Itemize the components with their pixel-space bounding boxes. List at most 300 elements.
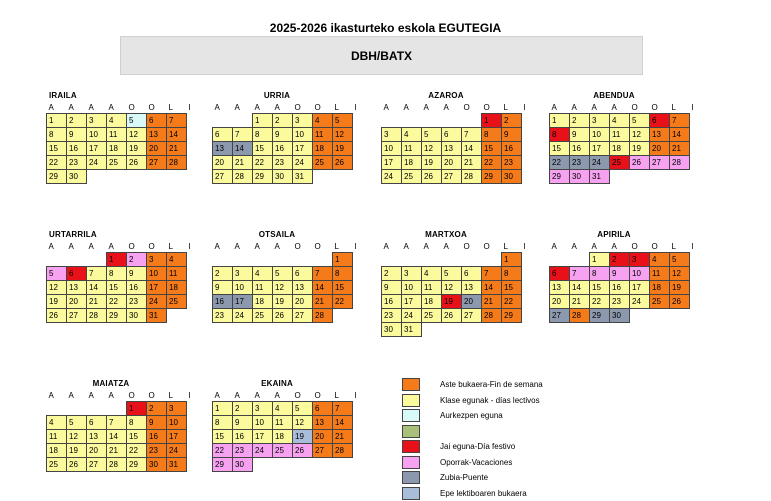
day-cell: 20 [213,156,233,170]
day-cell: 20 [442,156,462,170]
day-cell: 28 [570,309,590,323]
week-row [382,309,530,323]
day-cell: 25 [610,156,630,170]
day-cell: 1 [213,402,233,416]
weekday-header: I [354,390,357,400]
day-cell: 1 [127,402,147,416]
weekday-header: O [463,102,470,112]
month-maiatza [46,379,195,472]
week-row [382,142,530,156]
weekday-header: A [234,390,240,400]
empty-cell [353,458,362,472]
empty-cell [690,253,698,267]
day-cell: 14 [462,142,482,156]
empty-cell [690,309,698,323]
day-cell: 7 [333,402,353,416]
day-cell: 3 [382,128,402,142]
empty-cell [187,142,196,156]
day-cell: 22 [107,295,127,309]
day-cell: 7 [87,267,107,281]
weekday-header: A [571,102,577,112]
day-cell: 11 [253,281,273,295]
weekday-header: L [168,102,173,112]
day-cell: 16 [67,142,87,156]
day-cell: 27 [293,309,313,323]
weekday-header: A [274,241,280,251]
day-cell: 19 [127,142,147,156]
weekday-header: O [314,241,321,251]
day-cell: 26 [670,295,690,309]
day-cell: 8 [127,416,147,430]
day-cell: 3 [147,253,167,267]
day-cell: 7 [482,267,502,281]
weekday-header: L [503,241,508,251]
day-cell: 28 [167,156,187,170]
weekday-header: A [48,390,54,400]
day-cell: 17 [590,142,610,156]
day-cell: 17 [233,295,253,309]
day-cell: 23 [382,309,402,323]
month-name: AZAROA [428,91,464,100]
day-cell: 1 [482,114,502,128]
month-ekaina [212,379,362,472]
day-cell: 24 [630,295,650,309]
day-cell: 21 [313,295,333,309]
day-cell: 20 [550,295,570,309]
day-cell: 7 [233,128,253,142]
day-cell: 28 [462,170,482,184]
day-cell: 18 [167,281,187,295]
day-cell: 2 [147,402,167,416]
weekday-header: O [148,390,155,400]
weekday-header: A [48,241,54,251]
empty-cell [402,253,422,267]
week-row [47,309,195,323]
empty-cell [167,309,187,323]
day-cell: 6 [550,267,570,281]
week-row [213,416,362,430]
day-cell: 27 [147,156,167,170]
day-cell: 19 [293,430,313,444]
empty-cell [233,253,253,267]
empty-cell [690,114,699,128]
day-cell: 5 [630,114,650,128]
day-cell: 4 [402,128,422,142]
month-urtarrila [46,230,195,323]
month-azaroa [381,91,530,184]
day-cell: 24 [233,309,253,323]
weekday-header: A [383,241,389,251]
month-grid [46,389,195,472]
week-row [213,402,362,416]
week-row [47,114,196,128]
day-cell: 18 [610,142,630,156]
legend-item [402,378,662,392]
level-label: DBH/BATX [350,48,413,63]
day-cell: 26 [67,458,87,472]
empty-cell [47,402,67,416]
empty-cell [630,170,650,184]
month-apirila [549,230,698,323]
weekday-header: O [294,241,301,251]
day-cell: 14 [670,128,690,142]
week-row [550,267,698,281]
week-row [47,253,195,267]
empty-cell [522,253,530,267]
legend-swatch [402,409,420,422]
day-cell: 2 [382,267,402,281]
weekday-header: A [48,102,54,112]
empty-cell [253,253,273,267]
week-row [550,114,699,128]
weekday-header: A [88,102,94,112]
legend-label: Epe lektiboaren bukaera [440,488,527,498]
weekday-header: O [148,241,155,251]
empty-cell [333,458,353,472]
month-grid [381,101,530,184]
day-cell: 16 [273,142,293,156]
weekday-header: A [214,102,220,112]
month-grid [549,240,698,323]
day-cell: 28 [313,309,333,323]
weekday-header: I [354,241,357,251]
day-cell: 31 [293,170,313,184]
empty-cell [610,170,630,184]
day-cell: 3 [402,267,422,281]
day-cell: 30 [610,309,630,323]
day-cell: 26 [630,156,650,170]
day-cell: 24 [590,156,610,170]
weekday-header: I [523,241,526,251]
week-row [550,295,698,309]
day-cell: 15 [107,281,127,295]
empty-cell [47,253,67,267]
weekday-header: A [234,102,240,112]
weekday-header: A [551,102,557,112]
empty-cell [382,114,402,128]
month-grid [46,240,195,323]
day-cell: 12 [273,281,293,295]
day-cell: 27 [213,170,233,184]
day-cell: 15 [127,430,147,444]
weekday-header: A [214,390,220,400]
day-cell: 26 [273,309,293,323]
day-cell: 4 [47,416,67,430]
day-cell: 13 [442,142,462,156]
empty-cell [187,458,195,472]
day-cell: 5 [333,114,353,128]
day-cell: 20 [87,444,107,458]
month-grid [46,101,196,184]
weekday-header: O [463,241,470,251]
empty-cell [87,402,107,416]
day-cell: 4 [313,114,333,128]
empty-cell [353,128,361,142]
day-cell: 2 [273,114,293,128]
empty-cell [107,402,127,416]
day-cell: 12 [670,267,690,281]
week-row [47,416,195,430]
day-cell: 28 [333,444,353,458]
day-cell: 7 [570,267,590,281]
empty-cell [353,444,362,458]
day-cell: 4 [650,253,670,267]
weekday-header: A [274,390,280,400]
day-cell: 10 [147,267,167,281]
legend-swatch [402,471,420,484]
day-cell: 7 [313,267,333,281]
day-cell: 18 [273,430,293,444]
empty-cell [187,253,195,267]
day-cell: 29 [550,170,570,184]
day-cell: 10 [233,281,253,295]
day-cell: 23 [502,156,522,170]
empty-cell [187,128,196,142]
day-cell: 14 [482,281,502,295]
weekday-header: A [443,102,449,112]
day-cell: 17 [382,156,402,170]
day-cell: 19 [47,295,67,309]
weekday-header: A [571,241,577,251]
empty-cell [690,170,699,184]
legend-swatch [402,425,420,438]
month-name: OTSAILA [258,230,296,239]
day-cell: 17 [293,142,313,156]
day-cell: 3 [167,402,187,416]
day-cell: 9 [233,416,253,430]
day-cell: 28 [670,156,690,170]
month-grid [212,389,362,472]
legend-item [402,471,662,485]
month-name: IRAILA [49,91,77,100]
day-cell: 9 [273,128,293,142]
day-cell: 11 [402,142,422,156]
day-cell: 17 [402,295,422,309]
month-name: MARTXOA [425,230,467,239]
empty-cell [213,253,233,267]
day-cell: 27 [67,309,87,323]
day-cell: 23 [213,309,233,323]
day-cell: 14 [167,128,187,142]
day-cell: 27 [462,309,482,323]
day-cell: 5 [273,267,293,281]
week-row [47,444,195,458]
day-cell: 20 [650,142,670,156]
empty-cell [67,253,87,267]
day-cell: 29 [107,309,127,323]
day-cell: 15 [550,142,570,156]
day-cell: 12 [442,281,462,295]
day-cell: 21 [233,156,253,170]
day-cell: 26 [127,156,147,170]
day-cell: 29 [253,170,273,184]
weekday-header: O [651,102,658,112]
day-cell: 2 [233,402,253,416]
week-row [213,267,361,281]
empty-cell [502,323,522,337]
weekday-header: A [68,241,74,251]
day-cell: 21 [333,430,353,444]
legend-swatch [402,487,420,500]
month-grid [381,240,530,337]
empty-cell [442,114,462,128]
weekday-header: A [254,241,260,251]
empty-cell [690,295,698,309]
day-cell: 8 [253,128,273,142]
week-row [382,170,530,184]
day-cell: 15 [482,142,502,156]
weekday-header: O [651,241,658,251]
day-cell: 21 [462,156,482,170]
day-cell: 22 [253,156,273,170]
day-cell: 22 [47,156,67,170]
day-cell: 20 [462,295,482,309]
day-cell: 19 [67,444,87,458]
empty-cell [187,295,195,309]
empty-cell [690,267,698,281]
day-cell: 12 [293,416,313,430]
empty-cell [650,170,670,184]
day-cell: 24 [253,444,273,458]
weekday-header: A [108,241,114,251]
legend-item [402,409,662,423]
empty-cell [462,253,482,267]
month-name: ABENDUA [593,91,635,100]
empty-cell [353,253,361,267]
weekday-header: O [631,102,638,112]
day-cell: 29 [47,170,67,184]
day-cell: 7 [670,114,690,128]
day-cell: 6 [87,416,107,430]
week-row [213,309,361,323]
day-cell: 21 [167,142,187,156]
day-cell: 23 [147,444,167,458]
day-cell: 29 [482,170,502,184]
weekday-header: O [314,390,321,400]
day-cell: 16 [147,430,167,444]
day-cell: 28 [482,309,502,323]
empty-cell [690,142,699,156]
legend-label: Aste bukaera-Fin de semana [440,380,543,389]
day-cell: 23 [570,156,590,170]
day-cell: 11 [47,430,67,444]
day-cell: 25 [47,458,67,472]
empty-cell [293,458,313,472]
week-row [213,444,362,458]
day-cell: 6 [442,128,462,142]
day-cell: 27 [87,458,107,472]
day-cell: 3 [233,267,253,281]
day-cell: 17 [630,281,650,295]
weekday-header: A [108,102,114,112]
month-name: APIRILA [597,230,631,239]
empty-cell [353,170,361,184]
empty-cell [273,458,293,472]
empty-cell [402,114,422,128]
day-cell: 26 [442,309,462,323]
empty-cell [293,253,313,267]
day-cell: 1 [107,253,127,267]
empty-cell [690,281,698,295]
empty-cell [422,323,442,337]
weekday-header: O [294,390,301,400]
day-cell: 25 [402,170,422,184]
day-cell: 26 [422,170,442,184]
legend-item [402,425,662,439]
day-cell: 10 [253,416,273,430]
weekday-header: A [423,241,429,251]
empty-cell [442,323,462,337]
day-cell: 18 [422,295,442,309]
day-cell: 5 [670,253,690,267]
week-row [213,295,361,309]
week-row [213,156,361,170]
week-row [213,253,361,267]
week-row [550,156,699,170]
week-row [213,458,362,472]
empty-cell [670,170,690,184]
weekday-header: L [334,102,339,112]
day-cell: 9 [382,281,402,295]
day-cell: 6 [213,128,233,142]
weekday-header: A [591,241,597,251]
day-cell: 26 [47,309,67,323]
weekday-header: A [591,102,597,112]
day-cell: 16 [213,295,233,309]
empty-cell [670,309,690,323]
day-cell: 11 [422,281,442,295]
day-cell: 9 [502,128,522,142]
weekday-header: A [403,241,409,251]
day-cell: 29 [502,309,522,323]
weekday-header: A [423,102,429,112]
empty-cell [333,309,353,323]
day-cell: 22 [482,156,502,170]
weekday-header: O [128,102,135,112]
legend-label: Jai eguna-Día festivo [440,442,516,451]
day-cell: 8 [47,128,67,142]
day-cell: 14 [570,281,590,295]
month-grid [549,101,699,184]
day-cell: 22 [590,295,610,309]
day-cell: 21 [570,295,590,309]
weekday-header: L [503,102,508,112]
day-cell: 26 [333,156,353,170]
weekday-header: A [254,390,260,400]
day-cell: 9 [67,128,87,142]
day-cell: 7 [462,128,482,142]
day-cell: 13 [313,416,333,430]
day-cell: 19 [273,295,293,309]
day-cell: 8 [482,128,502,142]
day-cell: 22 [550,156,570,170]
weekday-header: A [443,241,449,251]
empty-cell [522,281,530,295]
weekday-header: A [403,102,409,112]
weekday-header: A [254,102,260,112]
day-cell: 9 [213,281,233,295]
empty-cell [353,295,361,309]
week-row [382,128,530,142]
day-cell: 8 [590,267,610,281]
day-cell: 30 [147,458,167,472]
legend-item [402,456,662,470]
day-cell: 1 [333,253,353,267]
day-cell: 23 [610,295,630,309]
day-cell: 16 [127,281,147,295]
day-cell: 1 [253,114,273,128]
empty-cell [522,323,530,337]
